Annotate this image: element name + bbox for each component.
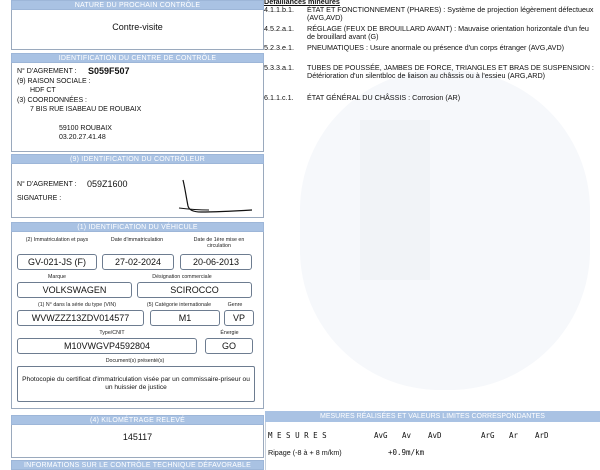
marque-field: VOLKSWAGEN: [17, 282, 132, 298]
defaillance-text: TUBES DE POUSSÉE, JAMBES DE FORCE, TRIANGLES ET BRAS DE SUSPENSION : Détérioration d'un silentbloc de liaison au châssis ou à l'essieu (ARG,ARD): [307, 63, 594, 81]
prochain-controle-value: Contre-visite: [112, 22, 163, 32]
prochain-controle-header: NATURE DU PROCHAIN CONTRÔLE: [11, 0, 264, 10]
kilometrage-value: 145117: [122, 432, 153, 442]
ripage-value: +0.9m/km: [388, 448, 425, 457]
defaillance-item: [264, 64, 600, 92]
marque-caption: Marque: [48, 274, 66, 280]
energie-field: GO: [205, 338, 253, 354]
controleur-agrement-value: 059Z1600: [87, 179, 128, 189]
left-column: [11, 0, 264, 470]
ripage-label: Ripage (-8 à + 8 m/km): [268, 448, 342, 457]
coordonnees-label: (3) COORDONNÉES :: [17, 97, 88, 104]
controleur-agrement-label: N° D'AGREMENT :: [17, 181, 77, 188]
centre-box: [11, 63, 264, 152]
vehicule-header: (1) IDENTIFICATION DU VÉHICULE: [11, 222, 264, 232]
defaillance-item: [264, 94, 600, 104]
address-line2: 59100 ROUBAIX: [59, 125, 112, 132]
info-footer-header: INFORMATIONS SUR LE CONTRÔLE TECHNIQUE DÉFAVORABLE: [11, 460, 264, 470]
mesures-col-avd: AvD: [428, 431, 442, 440]
defaillance-text: PNEUMATIQUES : Usure anormale ou présence d'un corps étranger (AVG,AVD): [307, 43, 565, 52]
defaillance-code: 6.1.1.c.1.: [264, 93, 294, 102]
mesures-col-ard: ArD: [535, 431, 549, 440]
mesures-col-avg: AvG: [374, 431, 388, 440]
date-circ-caption: Date de 1ère mise en circulation: [193, 237, 245, 249]
immatriculation-field: GV-021-JS (F): [17, 254, 97, 270]
vin-caption: (1) N° dans la série du type (VIN): [37, 302, 117, 308]
centre-header: IDENTIFICATION DU CENTRE DE CONTRÔLE: [11, 53, 264, 63]
vin-field: WVWZZZ13ZDV014577: [17, 310, 144, 326]
type-cnit-field: M10VWGVP4592804: [17, 338, 197, 354]
categorie-caption: (5) Catégorie internationale: [146, 302, 212, 308]
defaillance-text: RÉGLAGE (FEUX DE BROUILLARD AVANT) : Mauvaise orientation horizontale d'un feu de brouillard avant (G): [307, 24, 589, 42]
controleur-header: (9) IDENTIFICATION DU CONTRÔLEUR: [11, 154, 264, 164]
mesures-header: MESURES RÉALISÉES ET VALEURS LIMITES CORRESPONDANTES: [265, 411, 600, 422]
mesures-col-arg: ArG: [481, 431, 495, 440]
defaillance-text: ÉTAT ET FONCTIONNEMENT (PHARES) : Système de projection légèrement défectueux (AVG,AVD): [307, 5, 594, 23]
centre-agrement-value: S059F507: [88, 66, 130, 76]
mesures-title: M E S U R E S: [268, 431, 327, 440]
defaillance-code: 5.3.3.a.1.: [264, 63, 294, 72]
documents-field: Photocopie du certificat d'immatriculation visée par un commissaire-priseur ou un huissier de justice: [17, 366, 255, 402]
date-circ-field: 20-06-2013: [180, 254, 252, 270]
vehicule-box: [11, 232, 264, 409]
defaillance-item: [264, 44, 600, 62]
documents-caption: Document(s) présenté(s): [105, 358, 165, 364]
centre-agrement-label: N° D'AGREMENT :: [17, 68, 77, 75]
address-line1: 7 BIS RUE ISABEAU DE ROUBAIX: [30, 106, 142, 113]
prochain-controle-box: [11, 10, 264, 50]
kilometrage-header: (4) KILOMÉTRAGE RELEVÉ: [11, 415, 264, 425]
signature-label: SIGNATURE :: [17, 195, 62, 202]
mesures-col-av: Av: [402, 431, 412, 440]
type-caption: Type/CNIT: [99, 330, 125, 336]
designation-field: SCIROCCO: [137, 282, 252, 298]
immat-caption: (2) Immatriculation et pays: [25, 237, 89, 243]
defaillance-item: [264, 25, 600, 43]
designation-caption: Désignation commerciale: [152, 274, 212, 280]
defaillance-code: 5.2.3.e.1.: [264, 43, 294, 52]
defaillance-text: ÉTAT GÉNÉRAL DU CHÂSSIS : Corrosion (AR): [307, 93, 461, 102]
date-immat-caption: Date d'immatriculation: [110, 237, 164, 243]
centre-phone: 03.20.27.41.48: [59, 134, 106, 141]
energie-caption: Énergie: [220, 330, 239, 336]
defaillance-code: 4.1.1.b.1.: [264, 5, 294, 14]
defaillance-code: 4.5.2.a.1.: [264, 24, 294, 33]
date-immat-field: 27-02-2024: [102, 254, 174, 270]
genre-caption: Genre: [227, 302, 243, 308]
signature-image: [157, 174, 257, 216]
mesures-col-ar: Ar: [509, 431, 519, 440]
kilometrage-box: [11, 425, 264, 458]
categorie-field: M1: [150, 310, 220, 326]
genre-field: VP: [224, 310, 254, 326]
defaillances-title: Défaillances mineures: [264, 0, 340, 6]
raison-sociale-value: HDF CT: [30, 87, 56, 94]
raison-sociale-label: (9) RAISON SOCIALE :: [17, 78, 91, 85]
mesures-area: [265, 422, 600, 470]
defaillance-item: [264, 6, 600, 24]
controleur-box: [11, 164, 264, 218]
right-column: [264, 0, 600, 470]
